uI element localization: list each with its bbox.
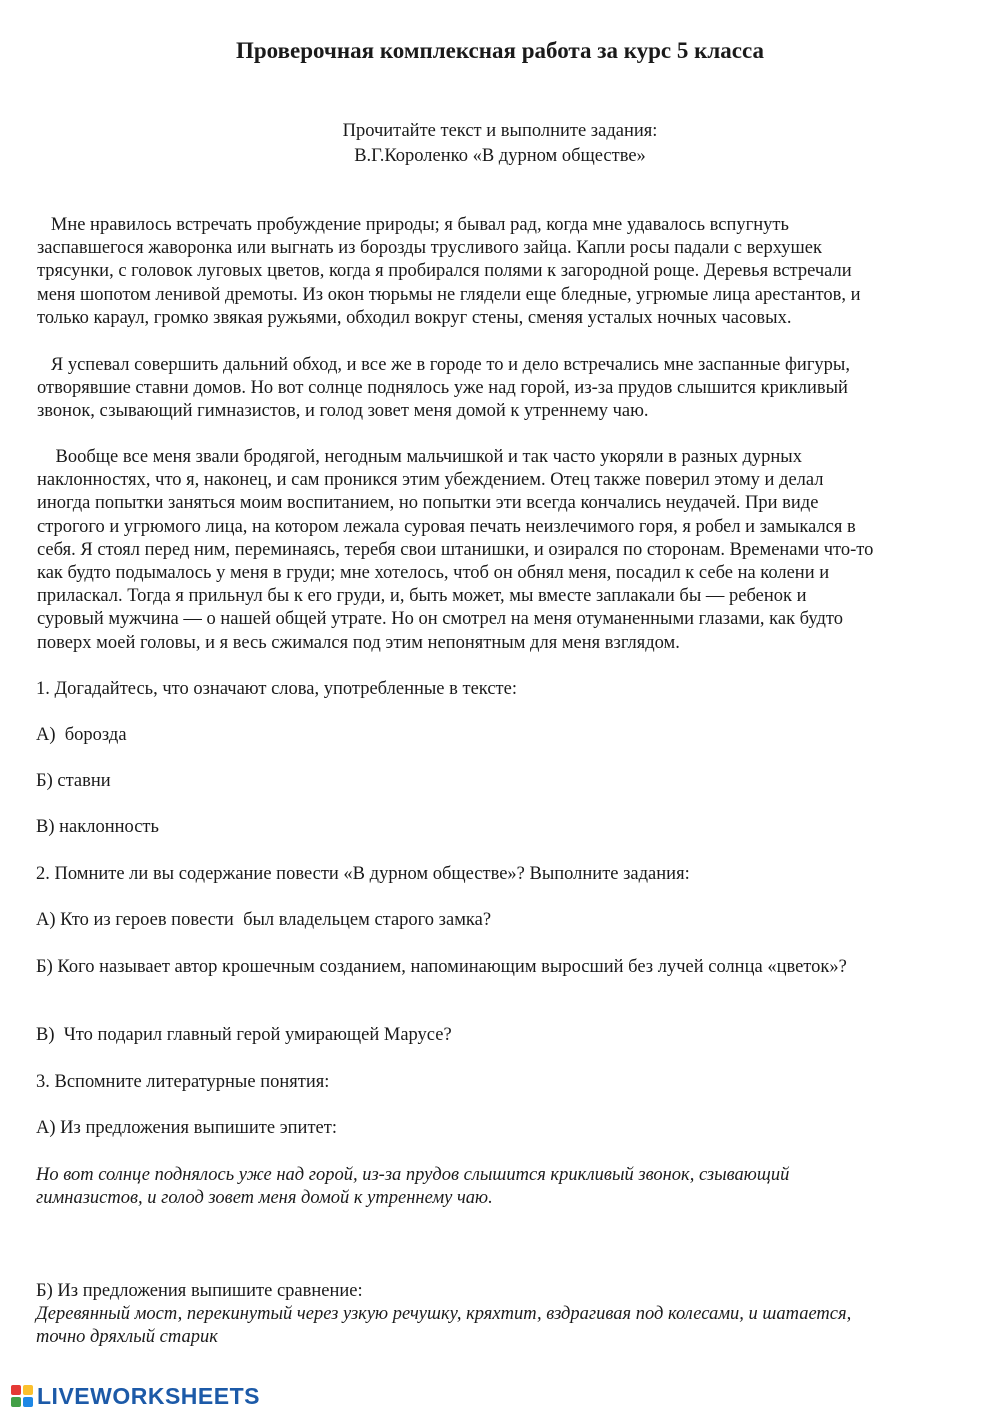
question-1-item-a: А) борозда — [36, 725, 127, 745]
text-line: себя. Я стоял перед ним, переминаясь, теребя свои штанишки, и озирался по сторонам. Временами что-то — [37, 539, 874, 560]
paragraph-1 — [37, 214, 967, 330]
question-3-heading: 3. Вспомните литературные понятия: — [36, 1072, 330, 1092]
question-2-heading: 2. Помните ли вы содержание повести «В дурном обществе»? Выполните задания: — [36, 864, 690, 884]
question-1-item-c: В) наклонность — [36, 817, 159, 837]
paragraph-2 — [37, 354, 967, 424]
text-line: Вообще все меня звали бродягой, негодным мальчишкой и так часто укоряли в разных дурных — [37, 447, 802, 467]
question-3-item-b: Б) Из предложения выпишите сравнение: — [36, 1281, 363, 1301]
liveworksheets-logo — [10, 1383, 260, 1409]
question-1-item-b: Б) ставни — [36, 771, 111, 791]
question-2-item-c: В) Что подарил главный герой умирающей Марусе? — [36, 1025, 452, 1045]
question-3-quote-b-line-2: точно дряхлый старик — [36, 1327, 218, 1347]
paragraph-3 — [37, 446, 967, 655]
text-line: приласкал. Тогда я прильнул бы к его груди, и, быть может, мы вместе заплакали бы — ребенок и — [37, 586, 807, 607]
question-3-quote-a-line-2: гимназистов, и голод зовет меня домой к утреннему чаю. — [36, 1188, 493, 1208]
text-line: строгого и угрюмого лица, на котором лежала суровая печать неизлечимого горя, я робел и замыкался в — [37, 516, 856, 537]
question-2-item-a: А) Кто из героев повести был владельцем старого замка? — [36, 910, 492, 930]
text-line: меня шопотом ленивой дремоты. Из окон тюрьмы не глядели еще бледные, угрюмые лица арестантов, и — [37, 284, 861, 305]
liveworksheets-logo-icon — [10, 1384, 34, 1408]
text-line: звонок, сзывающий гимназистов, и голод зовет меня домой к утреннему чаю. — [37, 401, 649, 422]
page-title: Проверочная комплексная работа за курс 5 класса — [235, 38, 764, 63]
text-line: как будто подымалось у меня в груди; мне хотелось, чтоб он обнял меня, посадил к себе на колени и — [37, 563, 830, 584]
question-3-quote-b-line-1: Деревянный мост, перекинутый через узкую речушку, кряхтит, вздрагивая под колесами, и шатается, — [36, 1304, 852, 1324]
text-line: Мне нравилось встречать пробуждение природы; я бывал рад, когда мне удавалось вспугнуть — [37, 215, 789, 235]
text-line: Я успевал совершить дальний обход, и все же в городе то и дело встречались мне заспанные фигуры, — [37, 355, 850, 375]
text-line: трясунки, с головок луговых цветов, когда я пробирался полями к загородной роще. Деревья встречали — [37, 261, 852, 282]
text-line: иногда попытки заняться моим воспитанием, но попытки эти всегда кончались неудачей. При виде — [37, 493, 819, 514]
text-line: отворявшие ставни домов. Но вот солнце поднялось уже над горой, из-за прудов слышится крикливый — [37, 378, 848, 399]
question-3-quote-a-line-1: Но вот солнце поднялось уже над горой, из-за прудов слышится крикливый звонок, сзывающий — [36, 1165, 790, 1185]
text-line: суровый мужчина — о нашей общей утрате. Но он смотрел на меня отуманенными глазами, как будто — [37, 609, 843, 630]
text-line: поверх моей головы, и я весь сжимался под этим непонятным для меня взглядом. — [37, 632, 680, 653]
text-line: только караул, громко звякая ружьями, обходил вокруг стены, сменяя усталых ночных часовых. — [37, 307, 792, 328]
text-line: наклонностях, что я, наконец, и сам проникся этим убеждением. Отец также поверил этому и делал — [37, 470, 824, 491]
text-line: заспавшегося жаворонка или выгнать из борозды трусливого зайца. Капли росы падали с верхушек — [37, 238, 822, 259]
question-3-item-a: А) Из предложения выпишите эпитет: — [36, 1118, 337, 1138]
source-title: В.Г.Короленко «В дурном обществе» — [354, 146, 646, 166]
question-1-heading: 1. Догадайтесь, что означают слова, употребленные в тексте: — [36, 679, 517, 699]
question-2-item-b: Б) Кого называет автор крошечным созданием, напоминающим выросший без лучей солнца «цветок»? — [36, 957, 847, 977]
instruction: Прочитайте текст и выполните задания: — [342, 121, 658, 141]
logo-text: LIVEWORKSHEETS — [37, 1382, 260, 1409]
